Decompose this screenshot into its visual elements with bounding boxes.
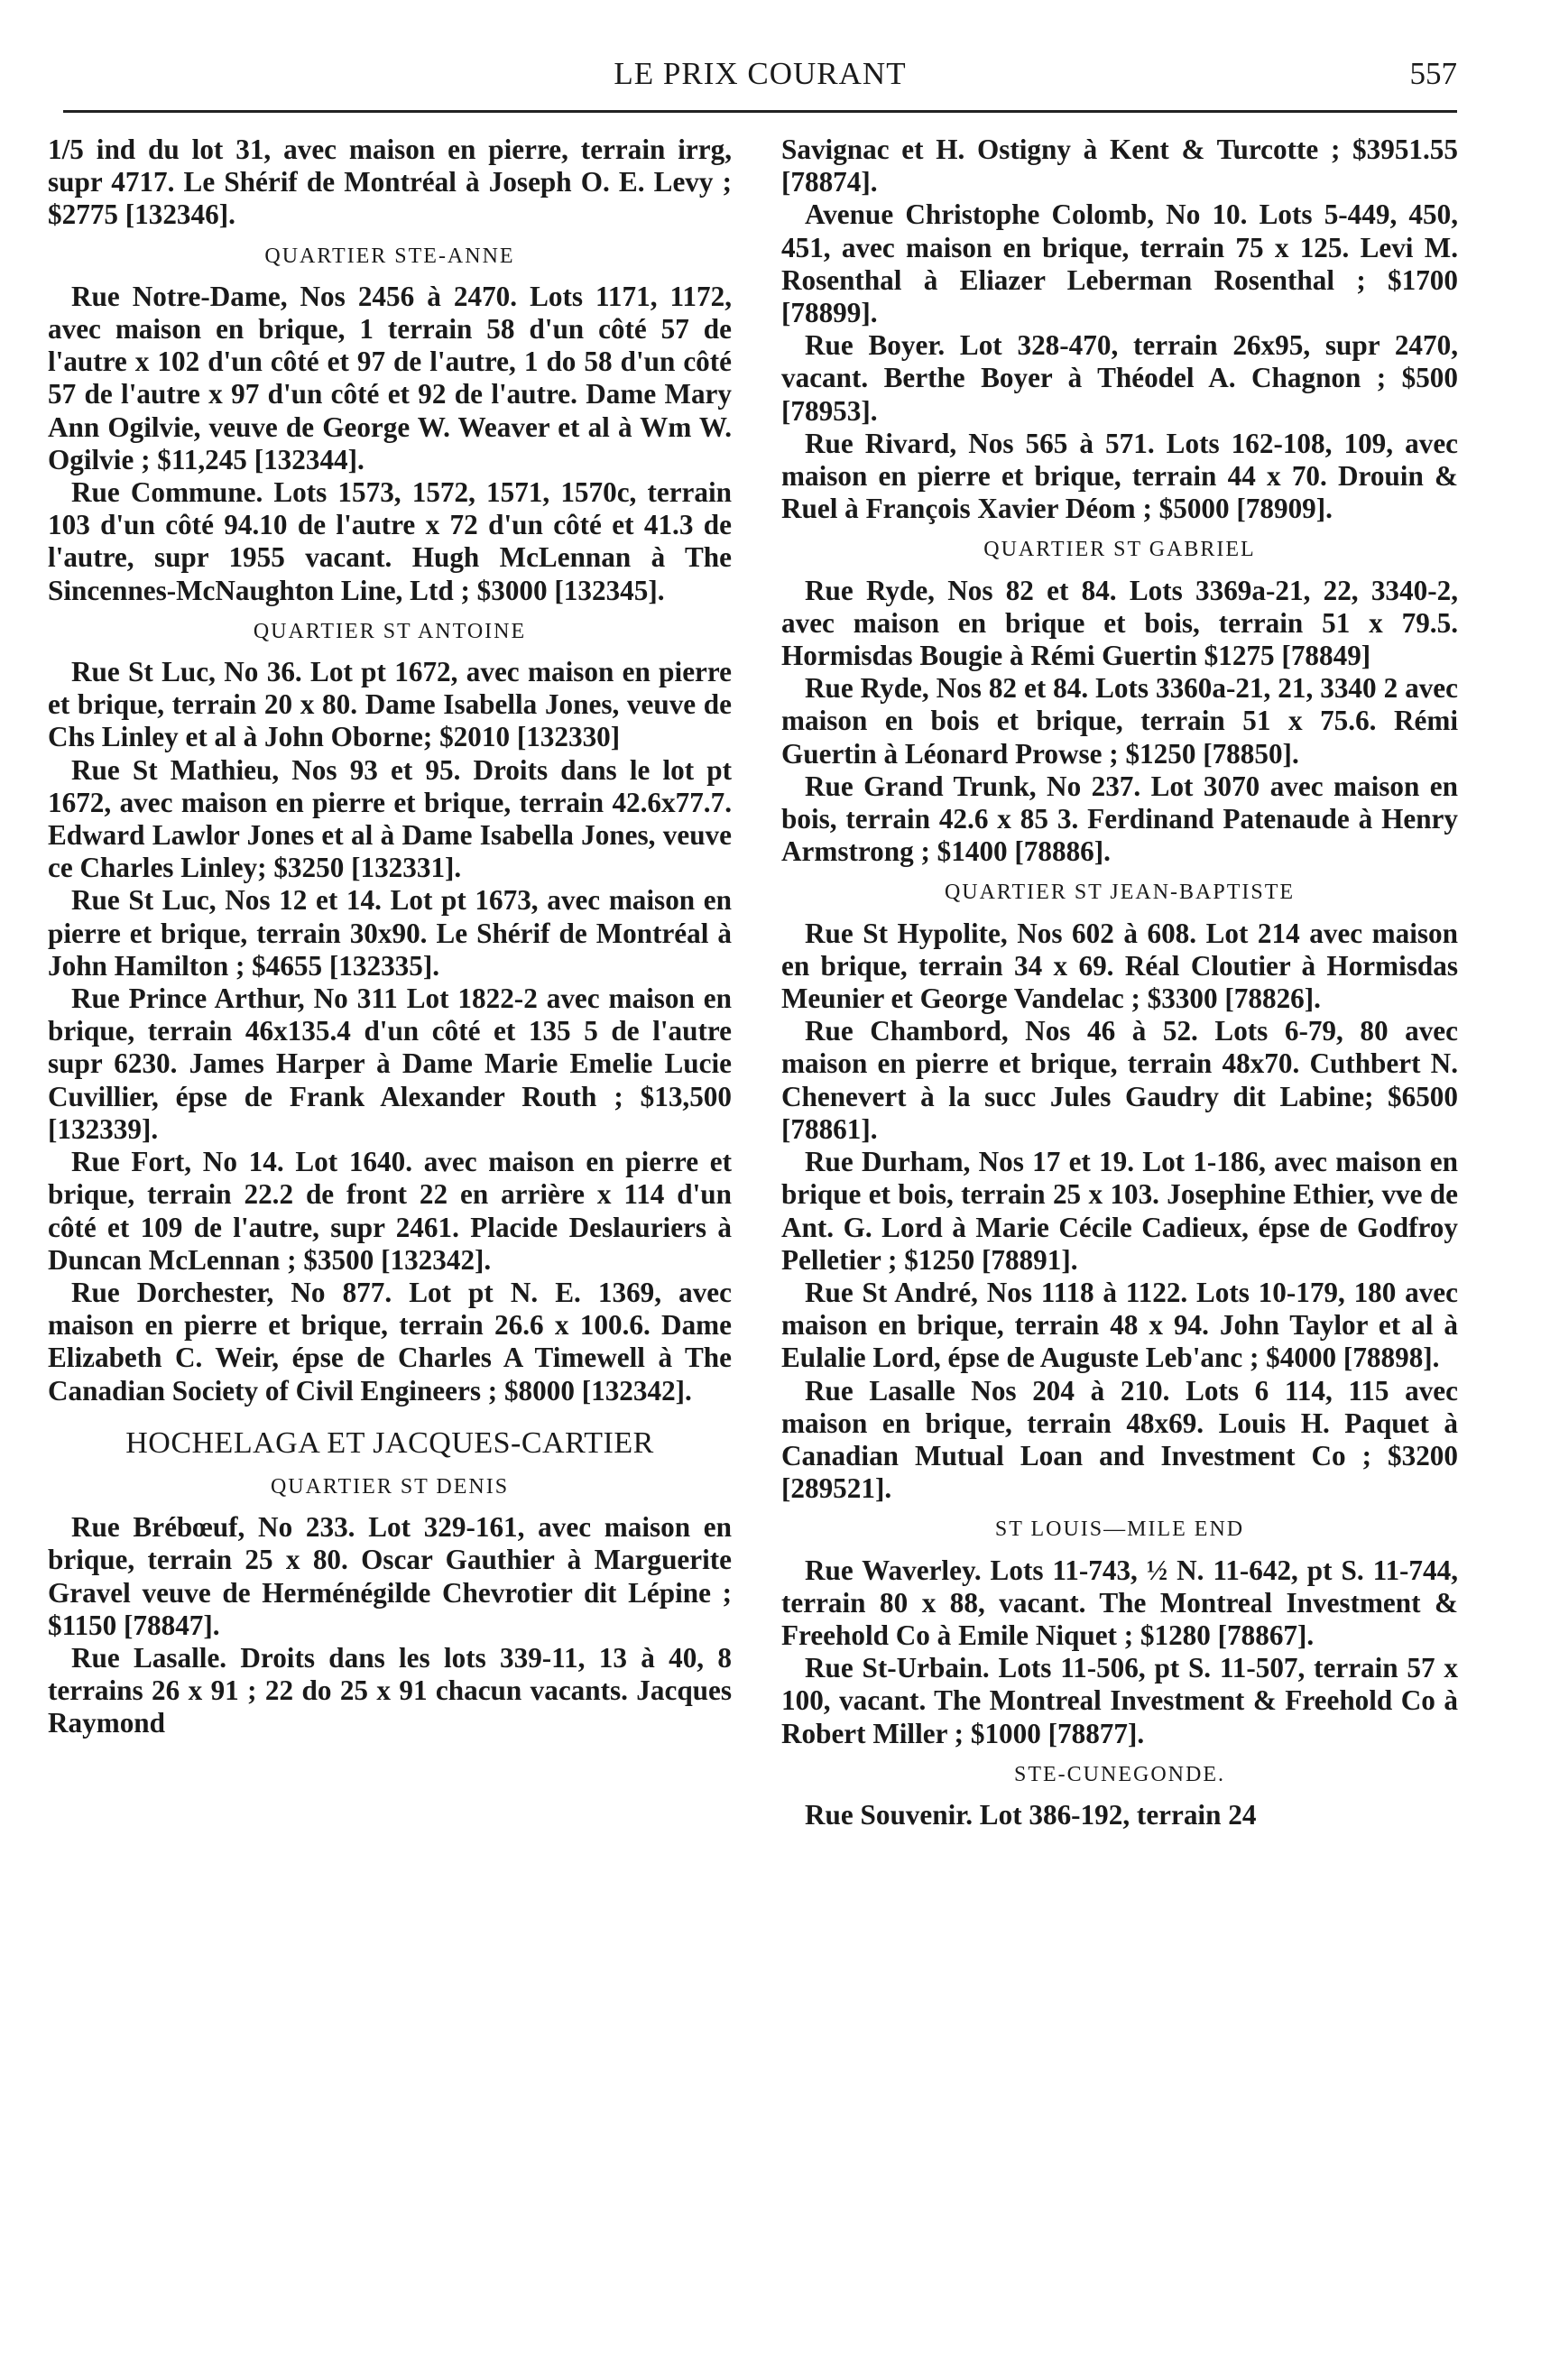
entry-paragraph: Rue Durham, Nos 17 et 19. Lot 1-186, avec maison en brique et bois, terrain 25 x 103. Josephine Ethier, vve de Ant. G. Lord à Marie Cécile Cadieux, épse de Godfroy Pelletier ; $1250 [78891].: [781, 1146, 1458, 1276]
section-heading: QUARTIER STE-ANNE: [264, 244, 515, 268]
entry-paragraph: Rue St Luc, No 36. Lot pt 1672, avec maison en pierre et brique, terrain 20 x 80. Dame Isabella Jones, veuve de Chs Linley et al à John Oborne; $2010 [132330]: [48, 656, 732, 753]
entry-paragraph: Rue Ryde, Nos 82 et 84. Lots 3369a-21, 22, 3340-2, avec maison en brique et bois, terrain 51 x 79.5. Hormisdas Bougie à Rémi Guertin $1275 [78849]: [781, 574, 1458, 672]
entry-paragraph: Savignac et H. Ostigny à Kent & Turcotte ; $3951.55 [78874].: [781, 134, 1458, 198]
entry-paragraph: Rue St Hypolite, Nos 602 à 608. Lot 214 avec maison en brique, terrain 34 x 69. Réal Cloutier à Hormisdas Meunier et George Vandelac ; $3300 [78826].: [781, 917, 1458, 1015]
entry-paragraph: Rue St Mathieu, Nos 93 et 95. Droits dans le lot pt 1672, avec maison en pierre et brique, terrain 42.6x77.7. Edward Lawlor Jones et al à Dame Isabella Jones, veuve ce Charles Linley; $3250 [132331].: [48, 753, 732, 884]
entry-paragraph: 1/5 ind du lot 31, avec maison en pierre, terrain irrg, supr 4717. Le Shérif de Montréal à Joseph O. E. Levy ; $2775 [132346].: [48, 134, 732, 231]
entry-paragraph: Rue Lasalle. Droits dans les lots 339-11, 13 à 40, 8 terrains 26 x 91 ; 22 do 25 x 91 chacun vacants. Jacques Raymond: [48, 1641, 732, 1739]
entry-paragraph: Rue Rivard, Nos 565 à 571. Lots 162-108, 109, avec maison en pierre et brique, terrain 44 x 70. Drouin & Ruel à François Xavier Déom ; $5000 [78909].: [781, 427, 1458, 525]
entry-paragraph: Rue Fort, No 14. Lot 1640. avec maison en pierre et brique, terrain 22.2 de front 22 en arrière x 114 d'un côté et 109 de l'autre, supr 2461. Placide Deslauriers à Duncan McLennan ; $3500 [132342].: [48, 1146, 732, 1276]
entry-paragraph: Rue St-Urbain. Lots 11-506, pt S. 11-507, terrain 57 x 100, vacant. The Montreal Investment & Freehold Co à Robert Miller ; $1000 [78877].: [781, 1652, 1458, 1749]
entry-paragraph: Rue Souvenir. Lot 386-192, terrain 24: [805, 1798, 1257, 1831]
section-heading: STE-CUNEGONDE.: [1014, 1762, 1225, 1786]
left-column: [48, 134, 732, 1740]
page-header: [63, 56, 1457, 110]
right-column: [781, 134, 1458, 1831]
entry-paragraph: Rue St Luc, Nos 12 et 14. Lot pt 1673, avec maison en pierre et brique, terrain 30x90. Le Shérif de Montréal à John Hamilton ; $4655 [132335].: [48, 884, 732, 982]
entry-paragraph: Rue Ryde, Nos 82 et 84. Lots 3360a-21, 21, 3340 2 avec maison en bois et brique, terrain 51 x 75.6. Rémi Guertin à Léonard Prowse ; $1250 [78850].: [781, 672, 1458, 770]
section-heading: QUARTIER ST JEAN-BAPTISTE: [944, 881, 1296, 905]
entry-paragraph: Rue Lasalle Nos 204 à 210. Lots 6 114, 115 avec maison en brique, terrain 48x69. Louis H. Paquet à Canadian Mutual Loan and Investment Co ; $3200 [289521].: [781, 1374, 1458, 1505]
entry-paragraph: Rue Commune. Lots 1573, 1572, 1571, 1570c, terrain 103 d'un côté 94.10 de l'autre x 72 d'un côté et 41.3 de l'autre, supr 1955 vacant. Hugh McLennan à The Sincennes-McNaughton Line, Ltd ; $3000 [132345].: [48, 476, 732, 606]
header-rule: [63, 110, 1457, 113]
section-heading: ST LOUIS—MILE END: [994, 1517, 1245, 1542]
entry-paragraph: Rue Boyer. Lot 328-470, terrain 26x95, supr 2470, vacant. Berthe Boyer à Théodel A. Chagnon ; $500 [78953].: [781, 329, 1458, 427]
entry-paragraph: Rue Prince Arthur, No 311 Lot 1822-2 avec maison en brique, terrain 46x135.4 d'un côté et 135 5 de l'autre supr 6230. James Harper à Dame Marie Emelie Lucie Cuvillier, épse de Frank Alexander Routh ; $13,500 [132339].: [48, 982, 732, 1145]
entry-paragraph: Rue St André, Nos 1118 à 1122. Lots 10-179, 180 avec maison en brique, terrain 48 x 94. John Taylor et al à Eulalie Lord, épse de Auguste Leb'anc ; $4000 [78898].: [781, 1276, 1458, 1374]
entry-paragraph: Rue Dorchester, No 877. Lot pt N. E. 1369, avec maison en pierre et brique, terrain 26.6 x 100.6. Dame Elizabeth C. Weir, épse de Charles A Timewell à The Canadian Society of Civil Engineers ; $8000 [132342].: [48, 1276, 732, 1407]
district-heading: HOCHELAGA ET JACQUES-CARTIER: [125, 1425, 654, 1460]
entry-paragraph: Avenue Christophe Colomb, No 10. Lots 5-449, 450, 451, avec maison en brique, terrain 75 x 125. Levi M. Rosenthal à Eliazer Leberman Rosenthal ; $1700 [78899].: [781, 198, 1458, 329]
entry-paragraph: Rue Grand Trunk, No 237. Lot 3070 avec maison en bois, terrain 42.6 x 85 3. Ferdinand Patenaude à Henry Armstrong ; $1400 [78886].: [781, 770, 1458, 868]
entry-paragraph: Rue Brébœuf, No 233. Lot 329-161, avec maison en brique, terrain 25 x 80. Oscar Gauthier à Marguerite Gravel veuve de Herménégilde Chevrotier dit Lépine ; $1150 [78847].: [48, 1511, 732, 1641]
entry-paragraph: Rue Chambord, Nos 46 à 52. Lots 6-79, 80 avec maison en pierre et brique, terrain 48x70. Cuthbert N. Chenevert à la succ Jules Gaudry dit Labine; $6500 [78861].: [781, 1015, 1458, 1145]
entry-paragraph: Rue Waverley. Lots 11-743, ½ N. 11-642, pt S. 11-744, terrain 80 x 88, vacant. The Montreal Investment & Freehold Co à Emile Niquet ; $1280 [78867].: [781, 1554, 1458, 1651]
page-number: 557: [1409, 56, 1457, 91]
entry-paragraph: Rue Notre-Dame, Nos 2456 à 2470. Lots 1171, 1172, avec maison en brique, 1 terrain 58 d'un côté 57 de l'autre x 102 d'un côté et 97 de l'autre, 1 do 58 d'un côté 57 de l'autre x 97 d'un côté et 92 de l'autre. Dame Mary Ann Ogilvie, veuve de George W. Weaver et al à Wm W. Ogilvie ; $11,245 [132344].: [48, 280, 732, 475]
section-heading: QUARTIER ST ANTOINE: [253, 619, 527, 643]
journal-title: LE PRIX COURANT: [614, 56, 907, 91]
section-heading: QUARTIER ST GABRIEL: [983, 538, 1256, 562]
section-heading: QUARTIER ST DENIS: [270, 1474, 510, 1499]
